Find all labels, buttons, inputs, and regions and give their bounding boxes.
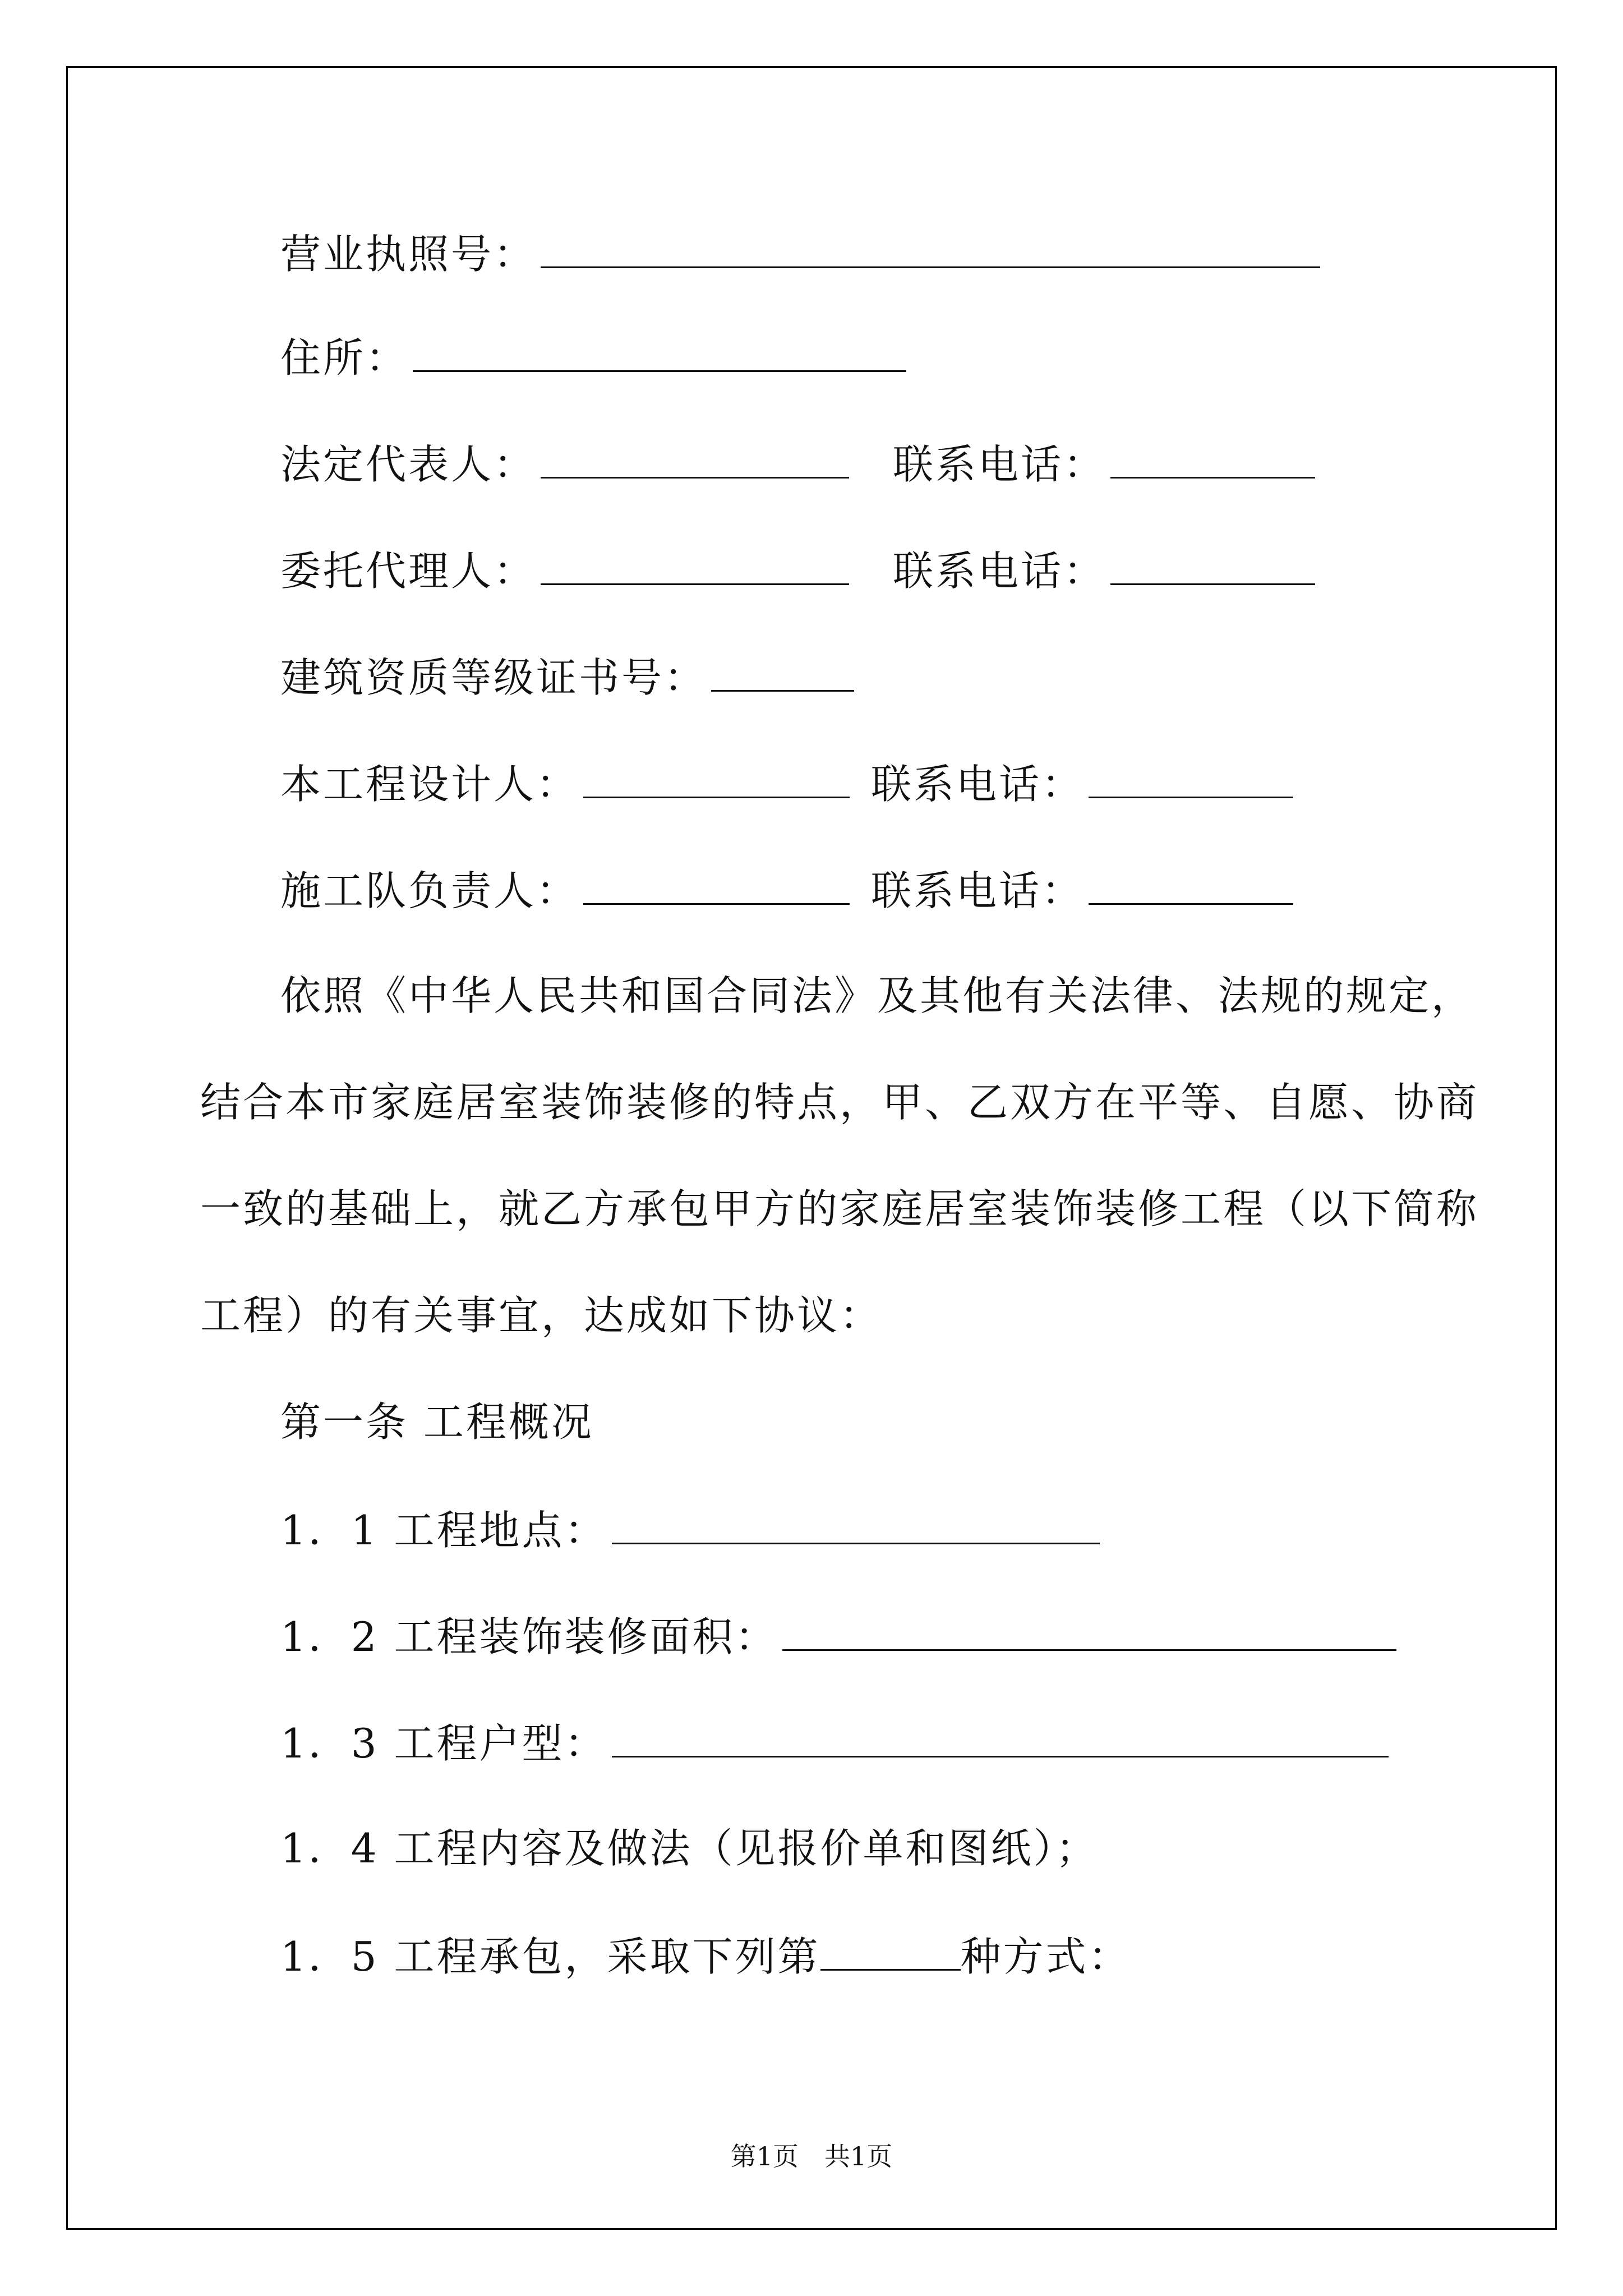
- qualification-label: 建筑资质等级证书号：: [280, 654, 707, 701]
- agent-phone-blank[interactable]: [1110, 544, 1315, 585]
- address-blank[interactable]: [413, 331, 906, 372]
- qualification-line: [280, 651, 854, 703]
- preamble-line-1: 依照《中华人民共和国合同法》及其他有关法律、法规的规定，: [280, 972, 1474, 1019]
- designer-line: [280, 757, 1293, 809]
- clause-1-5-suffix: 种方式：: [960, 1933, 1131, 1980]
- legal-rep-phone-label: 联系电话：: [893, 441, 1106, 488]
- team-leader-line: [280, 864, 1293, 916]
- clause-1-3: [280, 1717, 1389, 1769]
- qualification-blank[interactable]: [711, 651, 854, 692]
- article-1-heading: 第一条 工程概况: [280, 1398, 594, 1446]
- preamble-line-2: 结合本市家庭居室装饰装修的特点，甲、乙双方在平等、自愿、协商: [200, 1079, 1479, 1126]
- legal-rep-phone-blank[interactable]: [1110, 438, 1315, 478]
- preamble-line-4: 工程）的有关事宜，达成如下协议：: [200, 1292, 883, 1339]
- clause-1-2-label: 1．2 工程装饰装修面积：: [280, 1613, 778, 1660]
- clause-1-1-label: 1．1 工程地点：: [280, 1507, 607, 1554]
- team-leader-phone-label: 联系电话：: [871, 867, 1085, 914]
- team-leader-label: 施工队负责人：: [280, 867, 579, 914]
- team-leader-phone-blank[interactable]: [1089, 864, 1293, 905]
- designer-phone-blank[interactable]: [1089, 757, 1293, 798]
- legal-rep-blank[interactable]: [541, 438, 849, 478]
- agent-phone-label: 联系电话：: [893, 547, 1106, 595]
- business-license-line: [280, 227, 1320, 279]
- designer-phone-label: 联系电话：: [871, 761, 1085, 808]
- clause-1-5: [280, 1930, 1131, 1982]
- preamble-line-3: 一致的基础上，就乙方承包甲方的家庭居室装饰装修工程（以下简称: [200, 1185, 1479, 1232]
- business-license-blank[interactable]: [541, 227, 1320, 268]
- agent-blank[interactable]: [541, 544, 849, 585]
- page-border: [66, 66, 1557, 2230]
- page-footer: 第1页 共1页: [730, 2141, 893, 2171]
- clause-1-2: [280, 1610, 1396, 1662]
- project-area-blank[interactable]: [782, 1610, 1396, 1651]
- legal-rep-line: [280, 438, 1315, 490]
- business-license-label: 营业执照号：: [280, 231, 537, 278]
- clause-1-3-label: 1．3 工程户型：: [280, 1720, 607, 1767]
- team-leader-blank[interactable]: [583, 864, 850, 905]
- project-layout-blank[interactable]: [612, 1717, 1389, 1757]
- designer-blank[interactable]: [583, 757, 850, 798]
- contract-mode-blank[interactable]: [820, 1930, 961, 1971]
- designer-label: 本工程设计人：: [280, 761, 579, 808]
- clause-1-1: [280, 1503, 1100, 1556]
- legal-rep-label: 法定代表人：: [280, 441, 537, 488]
- clause-1-4: 1．4 工程内容及做法（见报价单和图纸）；: [280, 1825, 1099, 1872]
- address-label: 住所：: [280, 334, 409, 381]
- agent-label: 委托代理人：: [280, 547, 537, 595]
- clause-1-5-label: 1．5 工程承包，采取下列第: [280, 1933, 820, 1980]
- agent-line: [280, 544, 1315, 596]
- address-line: [280, 331, 906, 383]
- project-location-blank[interactable]: [612, 1503, 1100, 1544]
